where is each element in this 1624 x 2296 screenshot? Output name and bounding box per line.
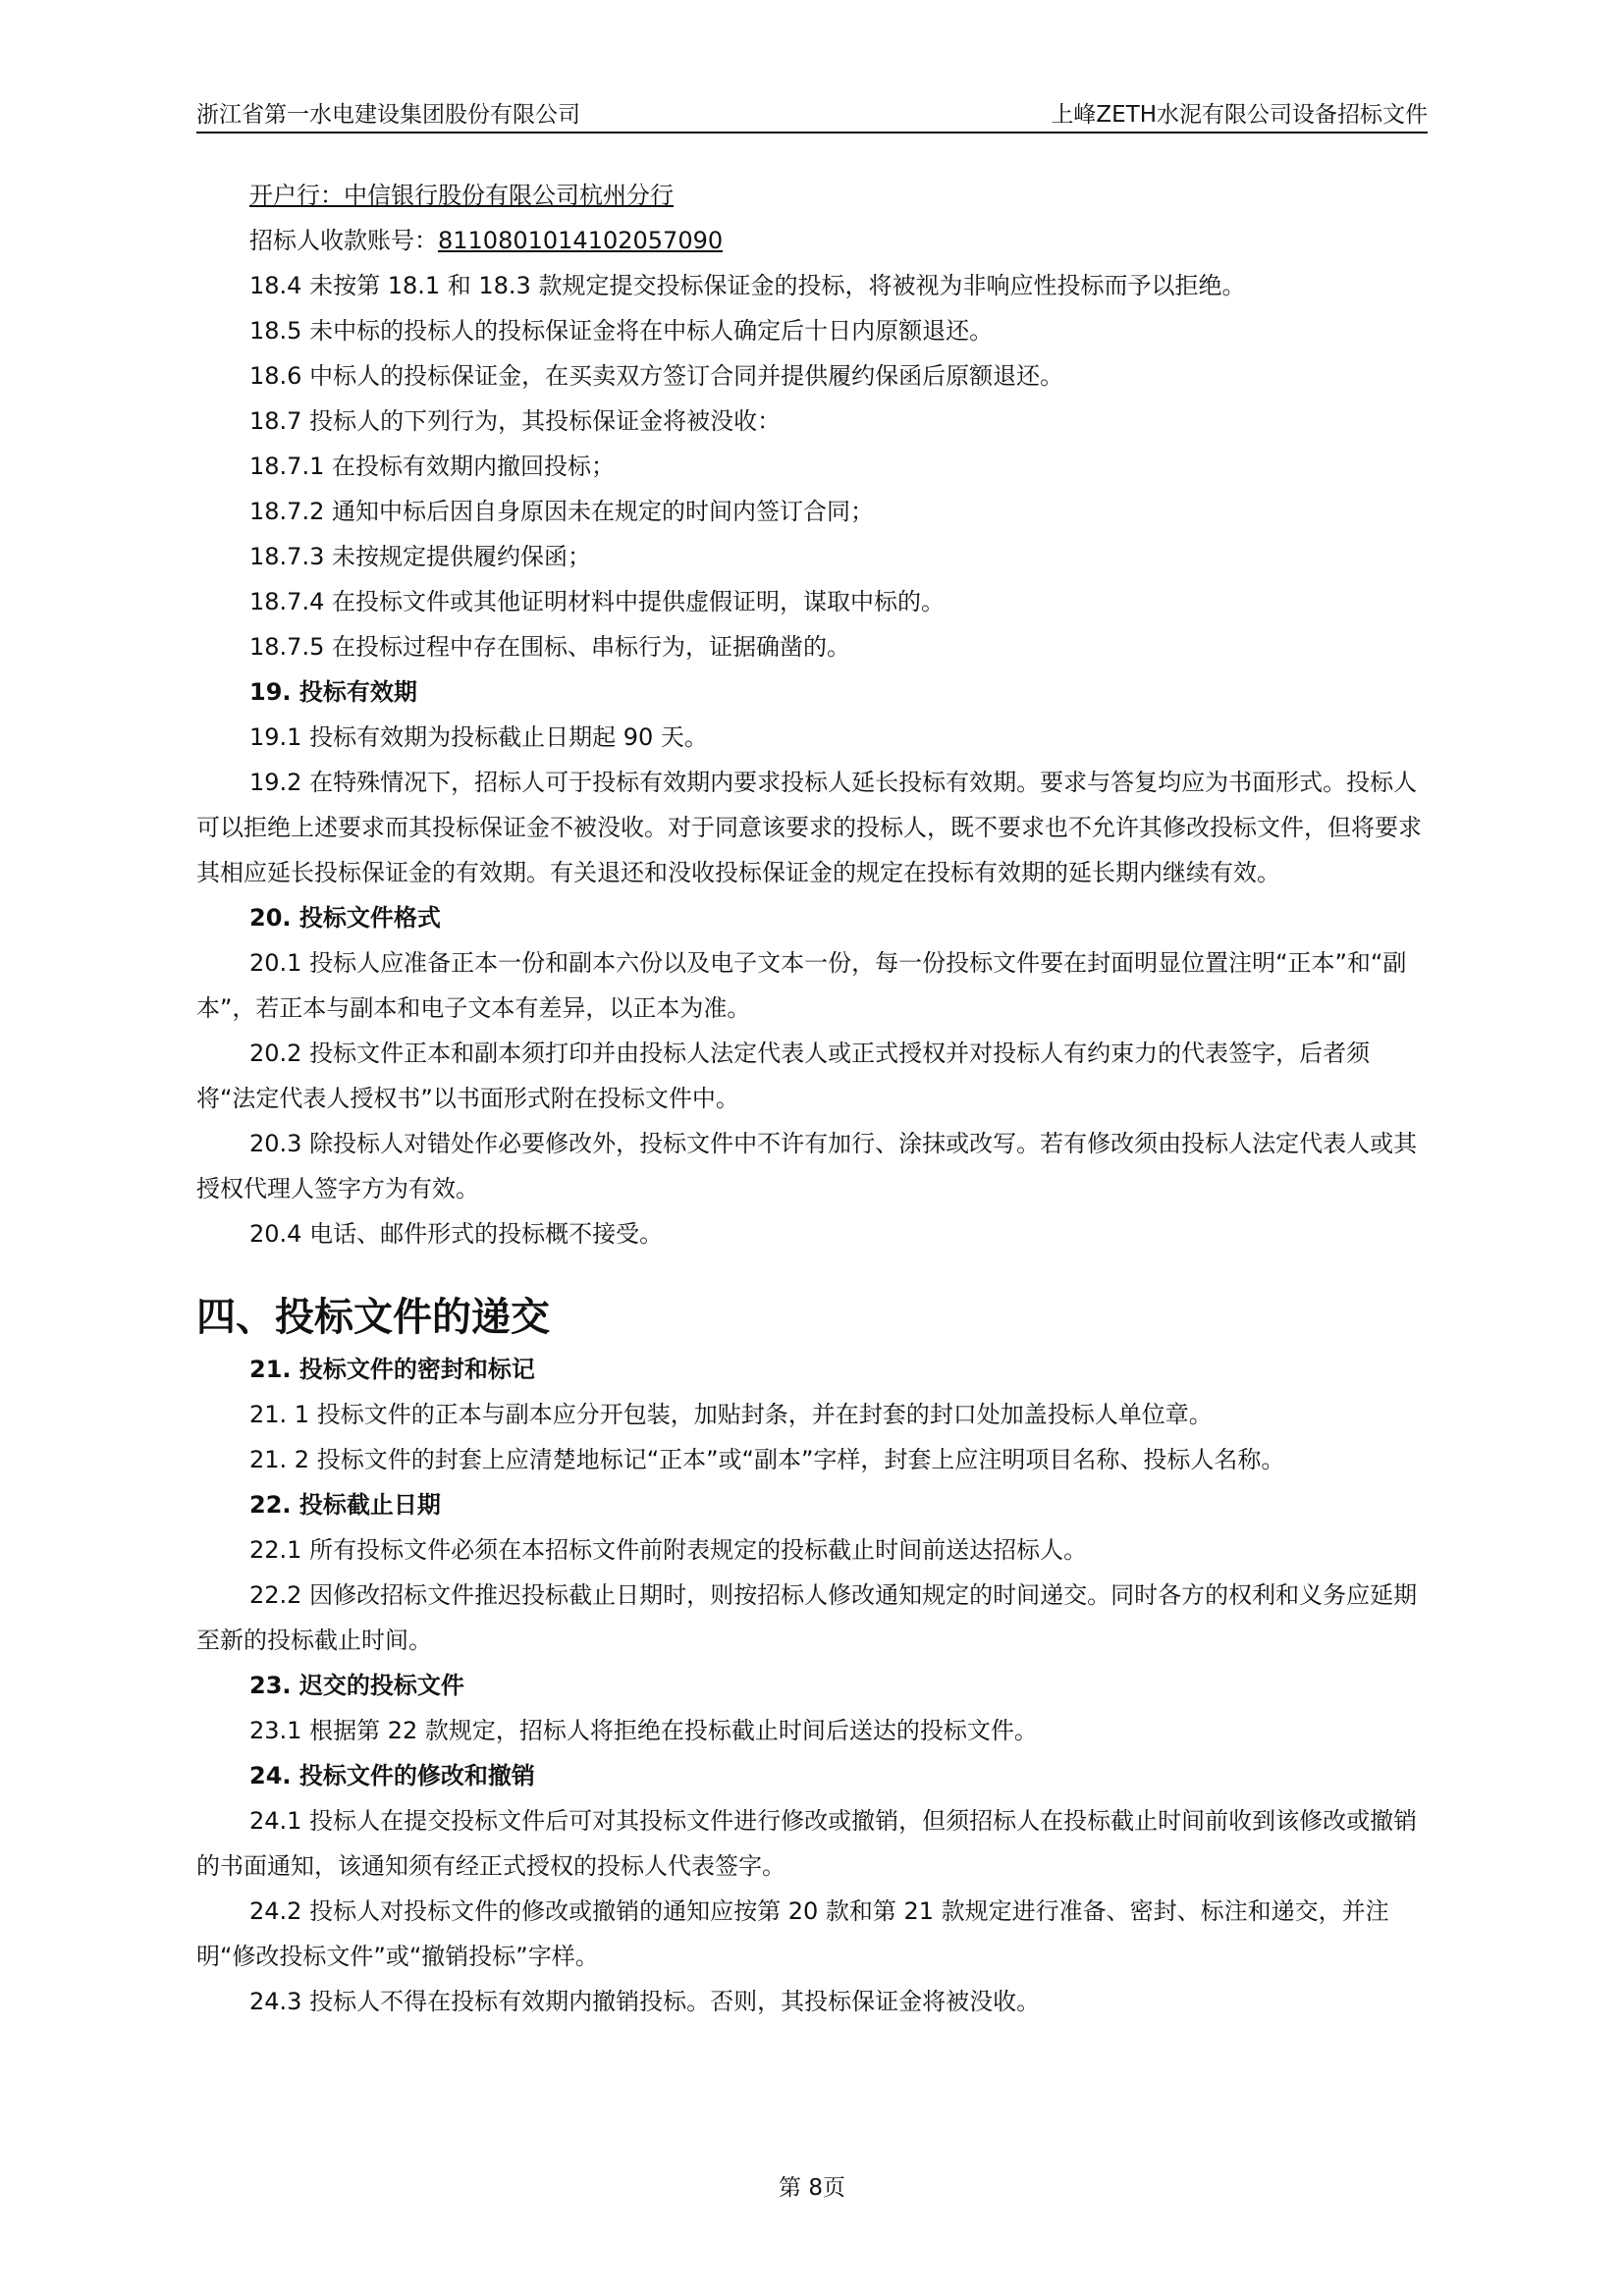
clause-18-6: 18.6 中标人的投标保证金，在买卖双方签订合同并提供履约保函后原额退还。 — [249, 362, 1064, 390]
clause-18-5: 18.5 未中标的投标人的投标保证金将在中标人确定后十日内原额退还。 — [249, 317, 994, 345]
section-24-title: 24. 投标文件的修改和撤销 — [249, 1762, 535, 1789]
clause-20-2: 20.2 投标文件正本和副本须打印并由投标人法定代表人或正式授权并对投标人有约束力的代表签字，后者须将“法定代表人授权书”以书面形式附在投标文件中。 — [196, 1040, 1371, 1112]
clause-24-2: 24.2 投标人对投标文件的修改或撤销的通知应按第 20 款和第 21 款规定进行准备、密封、标注和递交，并注明“修改投标文件”或“撤销投标”字样。 — [196, 1897, 1389, 1970]
clause-21-1: 21. 1 投标文件的正本与副本应分开包装，加贴封条，并在封套的封口处加盖投标人单位章。 — [249, 1401, 1213, 1428]
page-header — [196, 96, 1428, 133]
clause-20-1: 20.1 投标人应准备正本一份和副本六份以及电子文本一份，每一份投标文件要在封面明显位置注明“正本”和“副本”，若正本与副本和电子文本有差异，以正本为准。 — [196, 949, 1407, 1022]
clause-18-7-4: 18.7.4 在投标文件或其他证明材料中提供虚假证明，谋取中标的。 — [249, 588, 945, 615]
clause-19-1: 19.1 投标有效期为投标截止日期起 90 天。 — [249, 723, 708, 751]
page-number: 第 8页 — [779, 2175, 845, 2201]
section-20-title: 20. 投标文件格式 — [249, 904, 441, 932]
clause-18-7: 18.7 投标人的下列行为，其投标保证金将被没收： — [249, 407, 782, 435]
section-21-title: 21. 投标文件的密封和标记 — [249, 1356, 535, 1383]
clause-18-7-2: 18.7.2 通知中标后因自身原因未在规定的时间内签订合同； — [249, 498, 874, 525]
clause-24-1: 24.1 投标人在提交投标文件后可对其投标文件进行修改或撤销，但须招标人在投标截止时间前收到该修改或撤销的书面通知，该通知须有经正式授权的投标人代表签字。 — [196, 1807, 1418, 1880]
chapter-title: 四、投标文件的递交 — [196, 1295, 550, 1340]
clause-18-4: 18.4 未按第 18.1 和 18.3 款规定提交投标保证金的投标，将被视为非响应性投标而予以拒绝。 — [249, 272, 1246, 299]
clause-18-7-5: 18.7.5 在投标过程中存在围标、串标行为，证据确凿的。 — [249, 633, 850, 661]
clause-20-4: 20.4 电话、邮件形式的投标概不接受。 — [249, 1220, 664, 1248]
clause-21-2: 21. 2 投标文件的封套上应清楚地标记“正本”或“副本”字样，封套上应注明项目名称、投标人名称。 — [249, 1446, 1285, 1473]
clause-18-7-3: 18.7.3 未按规定提供履约保函； — [249, 543, 591, 570]
header-document-title: 上峰ZETH水泥有限公司设备招标文件 — [1051, 102, 1428, 128]
clause-22-1: 22.1 所有投标文件必须在本招标文件前附表规定的投标截止时间前送达招标人。 — [249, 1536, 1088, 1564]
section-23-title: 23. 迟交的投标文件 — [249, 1672, 464, 1699]
clause-22-2: 22.2 因修改招标文件推迟投标截止日期时，则按招标人修改通知规定的时间递交。同时各方的权利和义务应延期至新的投标截止时间。 — [196, 1581, 1418, 1654]
section-22-title: 22. 投标截止日期 — [249, 1491, 441, 1519]
section-19-title: 19. 投标有效期 — [249, 678, 417, 706]
bank-name: 开户行：中信银行股份有限公司杭州分行 — [249, 182, 674, 209]
header-company: 浙江省第一水电建设集团股份有限公司 — [196, 102, 580, 128]
clause-23-1: 23.1 根据第 22 款规定，招标人将拒绝在投标截止时间后送达的投标文件。 — [249, 1717, 1038, 1744]
clause-19-2: 19.2 在特殊情况下，招标人可于投标有效期内要求投标人延长投标有效期。要求与答复均应为书面形式。投标人可以拒绝上述要求而其投标保证金不被没收。对于同意该要求的投标人，既不要求也不允许其修改投标文件，但将要求其相应延长投标保证金的有效期。有关退还和没收投标保证金的规定在投标有效期的延长期内继续有效。 — [196, 769, 1422, 886]
clause-18-7-1: 18.7.1 在投标有效期内撤回投标； — [249, 453, 615, 480]
bank-account: 招标人收款账号：8110801014102057090 — [249, 227, 724, 254]
document-body — [196, 173, 1428, 2024]
clause-24-3: 24.3 投标人不得在投标有效期内撤销投标。否则，其投标保证金将被没收。 — [249, 1988, 1041, 2015]
clause-20-3: 20.3 除投标人对错处作必要修改外，投标文件中不许有加行、涂抹或改写。若有修改须由投标人法定代表人或其授权代理人签字方为有效。 — [196, 1130, 1418, 1202]
chapter-spacer — [196, 1256, 1428, 1288]
